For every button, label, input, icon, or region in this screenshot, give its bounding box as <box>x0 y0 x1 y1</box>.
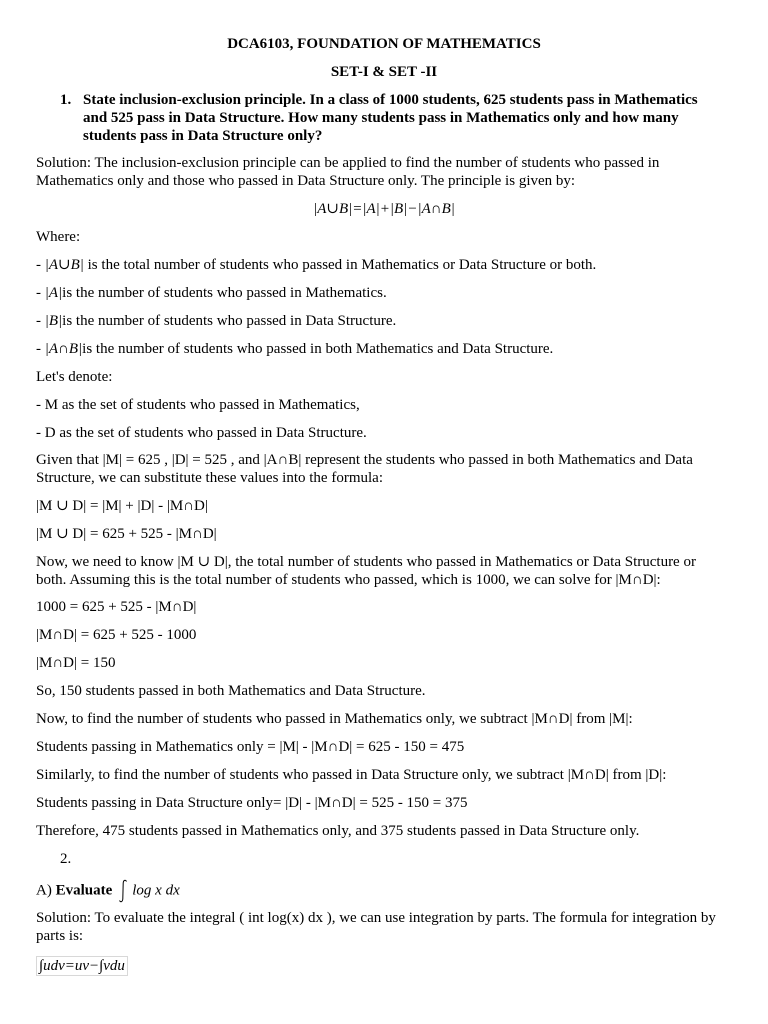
lets-denote: Let's denote: <box>36 369 113 385</box>
part-a-prefix: A) <box>36 882 56 899</box>
definition-a: - |A|is the number of students who passed in Mathematics. <box>36 285 387 301</box>
definition-a-text: is the number of students who passed in Mathematics. <box>62 285 387 301</box>
set-b-symbol: |B| <box>44 313 63 329</box>
union-symbol: |A∪B| <box>44 257 84 273</box>
question-1-number: 1. <box>60 92 72 108</box>
given-paragraph: Given that |M| = 625 , |D| = 525 , and |A∩B| represent the students who passed in both Mathematics and Data Structure, we can substitute these values into the formula: <box>36 452 693 486</box>
solution-1-intro: Solution: The inclusion-exclusion principle can be applied to find the number of students who passed in Mathematics only and those who passed in Data Structure only. The principle is given by: <box>36 155 660 189</box>
definition-b-text: is the number of students who passed in Data Structure. <box>62 313 397 329</box>
conclusion-sentence: Therefore, 475 students passed in Mathematics only, and 375 students passed in Data Structure only. <box>36 823 640 839</box>
denote-m: - M as the set of students who passed in Mathematics, <box>36 397 360 413</box>
question-2-number: 2. <box>60 851 72 867</box>
integrand: log x dx <box>132 882 180 899</box>
evaluate-label: Evaluate <box>55 882 113 899</box>
inclusion-exclusion-formula: |A∪B|=|A|+|B|−|A∩B| <box>313 201 455 217</box>
document-title: DCA6103, FOUNDATION OF MATHEMATICS <box>227 36 541 52</box>
set-a-symbol: |A| <box>44 285 63 301</box>
where-label: Where: <box>36 229 81 245</box>
equation-4: |M∩D| = 625 + 525 - 1000 <box>36 627 197 643</box>
so-150-sentence: So, 150 students passed in both Mathematics and Data Structure. <box>36 683 426 699</box>
definition-union: - |A∪B| is the total number of students who passed in Mathematics or Data Structure or both. <box>36 257 597 273</box>
definition-intersection: - |A∩B|is the number of students who passed in both Mathematics and Data Structure. <box>36 341 554 357</box>
intersection-symbol: |A∩B| <box>44 341 83 357</box>
document-subtitle: SET-I & SET -II <box>330 64 438 80</box>
equation-5: |M∩D| = 150 <box>36 655 116 671</box>
integral-sign-icon <box>118 879 128 903</box>
question-1-text: State inclusion-exclusion principle. In a class of 1000 students, 625 students pass in Mathematics and 525 pass in Data Structure. How many students pass in Mathematics only and how many students pass in Data Structure only? <box>83 92 698 144</box>
definition-intersection-text: is the number of students who passed in both Mathematics and Data Structure. <box>82 341 554 357</box>
similarly-sentence: Similarly, to find the number of students who passed in Data Structure only, we subtract |M∩D| from |D|: <box>36 767 667 783</box>
definition-union-text: is the total number of students who passed in Mathematics or Data Structure or both. <box>87 257 597 273</box>
now-find-sentence: Now, to find the number of students who passed in Mathematics only, we subtract |M∩D| from |M|: <box>36 711 633 727</box>
math-only-result: Students passing in Mathematics only = |M| - |M∩D| = 625 - 150 = 475 <box>36 739 465 755</box>
solution-2-intro: Solution: To evaluate the integral ( int log(x) dx ), we can use integration by parts. The formula for integration by parts is: <box>36 910 716 944</box>
definition-b: - |B|is the number of students who passed in Data Structure. <box>36 313 397 329</box>
equation-3: 1000 = 625 + 525 - |M∩D| <box>36 599 197 615</box>
equation-1: |M ∪ D| = |M| + |D| - |M∩D| <box>36 498 208 514</box>
now-know-paragraph: Now, we need to know |M ∪ D|, the total number of students who passed in Mathematics or Data Structure or both. Assuming this is the total number of students who passed, which is 1000, we can solve for |M∩D|: <box>36 554 696 588</box>
ds-only-result: Students passing in Data Structure only= |D| - |M∩D| = 525 - 150 = 375 <box>36 795 468 811</box>
equation-2: |M ∪ D| = 625 + 525 - |M∩D| <box>36 526 217 542</box>
integration-by-parts-formula: ∫udv=uv−∫vdu <box>36 956 128 976</box>
denote-d: - D as the set of students who passed in Data Structure. <box>36 425 367 441</box>
part-a-heading <box>36 879 736 903</box>
